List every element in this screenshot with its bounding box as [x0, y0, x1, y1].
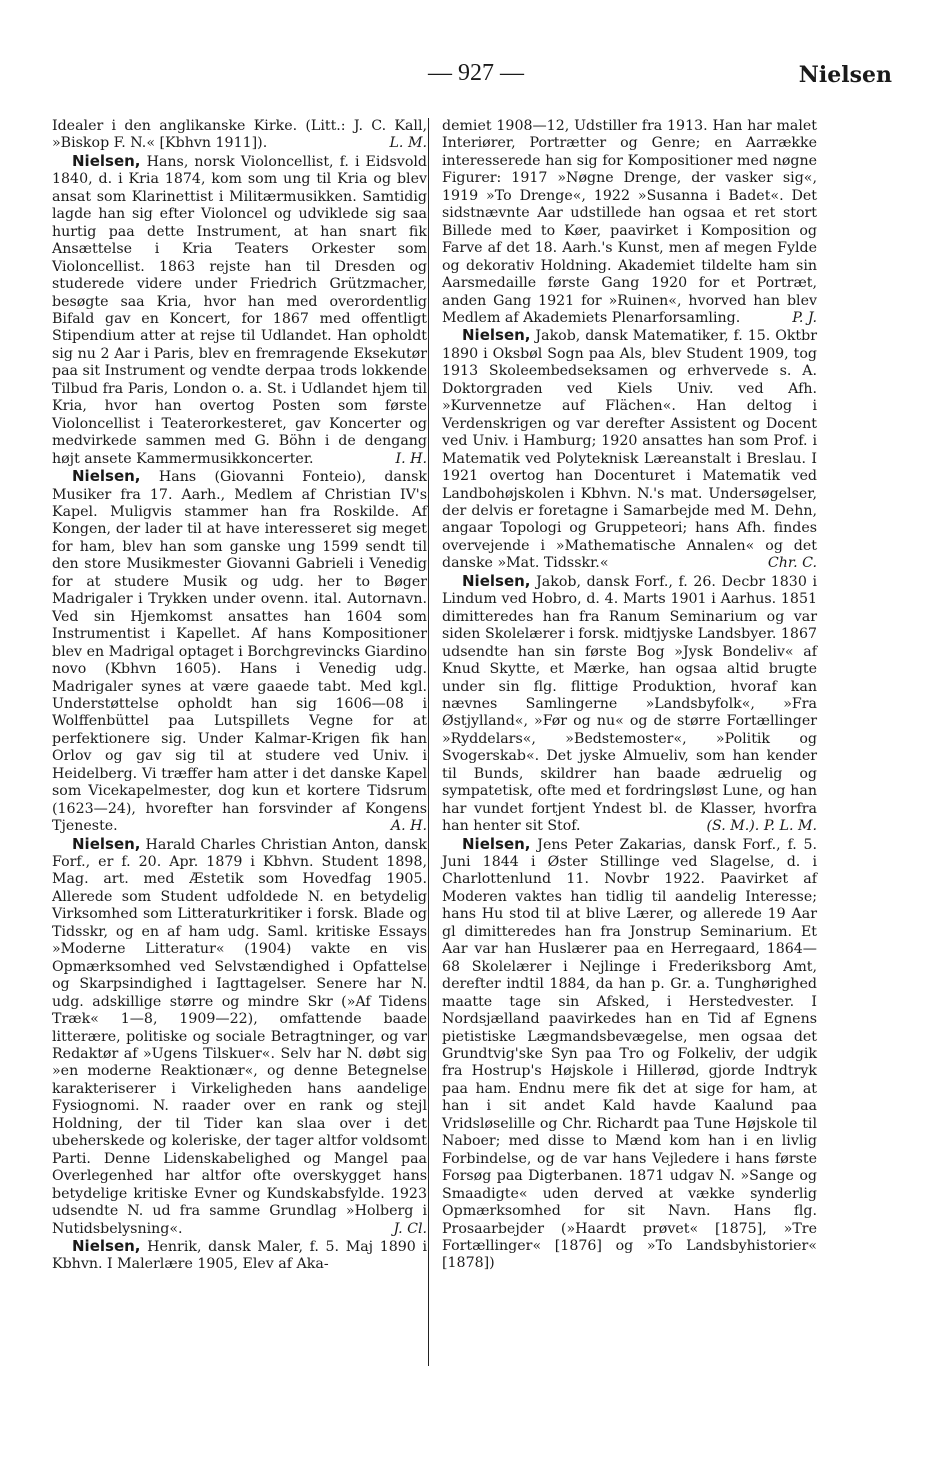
page-header	[60, 60, 892, 96]
right-column	[442, 118, 817, 1273]
entry-headword: Nielsen,	[72, 151, 141, 170]
entry-headword: Nielsen,	[72, 834, 141, 853]
dictionary-entry	[442, 836, 817, 1273]
page-number: — 927 —	[428, 60, 524, 86]
entry-headword: Nielsen,	[462, 571, 531, 590]
left-column	[52, 118, 427, 1274]
entry-text: Hans (Giovanni Fonteio), dansk Musiker fra 17. Aarh., Medlem af Christian IV's Kapel. Muligvis stammer han fra Roskilde. Af Kongen, der lader til at have interesseret sig meget for ham, blev han som ganske ung 1599 sendt til den store Musikmester Giovanni Gabrieli i Venedig for at studere Musik og udg. her to Bøger Madrigaler i Trykken under ovenn. ital. Autornavn. Ved sin Hjemkomst ansattes han 1604 som Instrumentist i Kapellet. Af hans Kompositioner blev en Madrigal optaget i Borchgrevincks Giardino novo (Kbhvn 1605). Hans i Venedig udg. Madrigaler synes at være gaaede tabt. Med kgl. Understøttelse opholdt han sig 1606—08 i Wolffenbüttel paa Lutspillets Vegne for at perfektionere sig. Under Kalmar-Krigen fik han Orlov og gav sig til at studere ved Univ. i Heidelberg. Vi træffer ham atter i det danske Kapel som Vicekapelmester, dog kun et kortere Tidsrum (1623—24), hvorefter han forsvinder af Kongens Tjeneste.	[52, 469, 427, 835]
entry-text: Jakob, dansk Matematiker, f. 15. Oktbr 1890 i Oksbøl Sogn paa Als, blev Student 1909, tog 1913 Skoleembedseksamen og erhvervede s. A. Doktorgraden ved Kiels Univ. ved Afh. »Kurvennetze auf Flächen«. Han deltog i Verdenskrigen og var derefter Assistent og Docent ved Univ. i Hamburg; 1920 ansattes han som Prof. i Matematik ved Polyteknisk Læreanstalt i Breslau. I 1921 overtog han Docenturet i Matematik ved Landbohøjskolen i Kbhvn. N.'s mat. Undersøgelser, der delvis er foretagne i Samarbejde med M. Dehn, angaar Topologi og Gruppeteori; hans Afh. findes overvejende i »Mathematische Annalen« og det danske »Mat. Tidsskr.«	[442, 328, 817, 572]
entry-headword: Nielsen,	[462, 326, 531, 345]
dictionary-entry	[442, 327, 817, 572]
entry-text: Idealer i den anglikanske Kirke. (Litt.: J. C. Kall, »Biskop F. N.« [Kbhvn 1911]).	[52, 118, 427, 152]
author-signature: J. Cl.	[393, 1220, 427, 1237]
author-signature: L. M.	[389, 135, 427, 152]
dictionary-entry	[52, 468, 427, 836]
entry-text: Hans, norsk Violoncellist, f. i Eidsvold 1840, d. i Kria 1874, kom som ung til Kria og blev ansat som Klarinettist i Militærmusikken. Samtidig lagde han sig efter Violoncel og udviklede sig saa hurtig paa dette Instrument, at han snart fik Ansættelse i Kria Teaters Orkester som Violoncellist. 1863 rejste han til Dresden og studerede videre under Friedrich Grützmacher, besøgte saa Kria, hvor han med overordentlig Bifald gav en Koncert, for 1867 med offentligt Stipendium atter at rejse til Udlandet. Han opholdt sig nu 2 Aar i Paris, blev en fremragende Eksekutør paa sit Instrument og vendte derpaa trods lokkende Tilbud fra Paris, London o. a. St. i Udlandet hjem til Kria, hvor han overtog Posten som første Violoncellist i Teaterorkesteret, gav Koncerter og medvirkede sammen med G. Böhn i de dengang højt ansete Kammermusikkoncerter.	[52, 153, 427, 467]
author-signature: (S. M.). P. L. M.	[706, 818, 817, 835]
dictionary-entry	[52, 118, 427, 153]
entry-text: demiet 1908—12, Udstiller fra 1913. Han har malet Interiører, Portrætter og Genre; en Aarrække interesserede han sig for Kompositioner med nøgne Figurer: 1917 »Nøgne Drenge, der vasker sig«, 1919 »To Drenge«, 1922 »Susanna i Badet«. Det sidstnævnte Aar udstillede han ogsaa et ret stort Billede med to Køer, paavirket i Komposition og Farve af det 18. Aarh.'s Kunst, men af megen Fylde og dekorativ Holdning. Akademiet tildelte ham sin Aarsmedaille første Gang 1920 for et Portræt, anden Gang 1921 for »Ruinen«, hvorved han blev Medlem af Akademiets Plenarforsamling.	[442, 118, 817, 326]
author-signature: P. J.	[792, 309, 817, 326]
author-signature: A. H.	[390, 818, 427, 835]
entry-text: Henrik, dansk Maler, f. 5. Maj 1890 i Kbhvn. I Malerlære 1905, Elev af Aka-	[52, 1239, 427, 1273]
entry-headword: Nielsen,	[72, 467, 141, 486]
running-head: Nielsen	[798, 62, 892, 88]
dictionary-entry	[442, 118, 817, 327]
entry-headword: Nielsen,	[462, 834, 531, 853]
entry-text: Jens Peter Zakarias, dansk Forf., f. 5. Juni 1844 i Øster Stillinge ved Slagelse, d. i Charlottenlund 11. Novbr 1922. Paavirket af Moderen vaktes han tidlig til aandelig Interesse; hans Hu stod til at blive Lærer, og allerede 19 Aar gl dimitteredes han fra Jonstrup Seminarium. Et Aar var han Huslærer paa en Herregaard, 1864—68 Skolelærer i Nejlinge i Frederiksborg Amt, derefter indtil 1884, da han p. Gr. a. Tunghørighed maatte tage sin Afsked, i Herstedvester. I Nordsjælland paavirkedes han en Tid af Egnens pietistiske Lægmandsbevægelse, men ogsaa det Grundtvig'ske Syn paa Tro og Folkeliv, der udgik fra Hostrup's Højskole i Hillerød, gjorde Indtryk paa ham. Endnu mere fik det at sige for ham, at han i sit andet Kald havde Kaalund paa Vridsløselille og Chr. Richardt paa Tune Højskole til Naboer; med disse to Mænd kom han i en livlig Forbindelse, og de var hans Vejledere i hans første Forsøg paa Digterbanen. 1871 udgav N. »Sange og Smaadigte« uden derved at vække synderlig Opmærksomhed for sit Navn. Hans flg. Prosaarbejder (»Haardt prøvet« [1875], »Tre Fortællinger« [1876] og »To Landsbyhistorier« [1878])	[442, 836, 818, 1272]
dictionary-entry	[52, 1238, 427, 1274]
author-signature: I. H.	[395, 450, 427, 467]
author-signature: Chr. C.	[767, 555, 817, 572]
column-divider	[428, 118, 429, 1366]
entry-text: Harald Charles Christian Anton, dansk Forf., er f. 20. Apr. 1879 i Kbhvn. Student 1898, Mag. art. med Æstetik som Hovedfag 1905. Allerede som Student udfoldede N. en betydelig Virksomhed som Litteraturkritiker i forsk. Blade og Tidsskr, og en af ham udg. Saml. kritiske Essays »Moderne Litteratur« (1904) vakte en vis Opmærksomhed ved Selvstændighed i Opfattelse og Skarpsindighed i Iagttagelser. Senere har N. udg. adskillige større og mindre Skr (»Af Tidens Træk« 1—8, 1909—22), omfattende baade litterære, politiske og sociale Betragtninger, og var Redaktør af »Ugens Tilskuer«. Selv har N. døbt sig »en moderne Reaktionær«, og denne Betegnelse karakteriserer i Virkeligheden hans aandelige Fysiognomi. N. raader over en rank og stejl Holdning, der til Tider kan slaa over i det ubeherskede og koleriske, der tager altfor voldsomt Parti. Denne Lidenskabelighed og Mangel paa Overlegenhed har altfor ofte overskygget hans betydelige kritiske Evner og Kundskabsfylde. 1923 udsendte N. ud fra samme Grundlag »Holberg i Nutidsbelysning«.	[52, 836, 428, 1237]
dictionary-entry	[52, 153, 427, 468]
entry-headword: Nielsen,	[72, 1237, 141, 1255]
entry-text: Jakob, dansk Forf., f. 26. Decbr 1830 i Lindum ved Hobro, d. 4. Marts 1901 i Aarhus. 1851 dimitteredes han fra Ranum Seminarium og var siden Skolelærer i forsk. midtjyske Landsbyer. 1867 udsendte han sin første Bog »Jysk Bondeliv« af Knud Skytte, et Mærke, han ogsaa altid brugte under sin flg. flittige Produktion, hvoraf kan nævnes Samlingerne »Landsbyfolk«, »Fra Østjylland«, »Før og nu« og de større Fortællinger »Ryddelars«, »Bedstemoster«, »Politik og Svogerskab«. Det jyske Almueliv, som han kender til Bunds, skildrer han baade ædruelig og sympatetisk, ofte med et fordringsløst Lune, og han har vundet fortjent Yndest bl. de Klasser, hvorfra han henter sit Stof.	[442, 573, 817, 835]
dictionary-entry	[442, 573, 817, 836]
dictionary-entry	[52, 836, 427, 1238]
